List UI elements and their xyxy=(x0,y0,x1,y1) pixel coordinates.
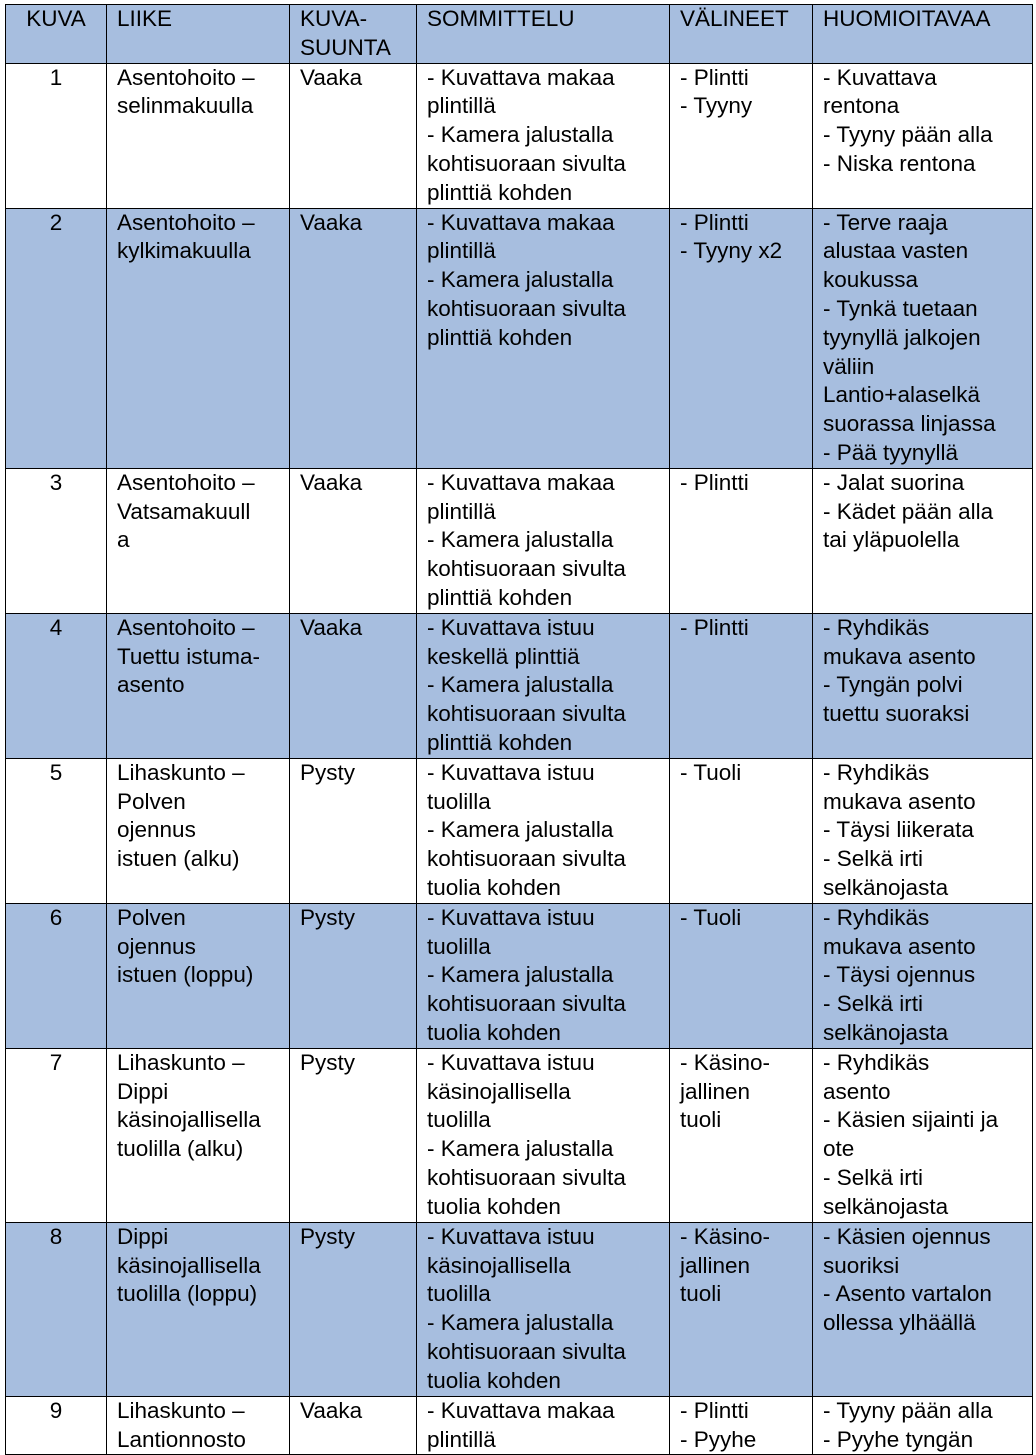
cell-line: - Kamera jalustalla xyxy=(427,1310,614,1336)
cell-line: tuolilla (alku) xyxy=(117,1136,244,1162)
cell-line: Lihaskunto – xyxy=(117,759,245,785)
cell-line: - Plintti xyxy=(680,1397,749,1423)
cell-line: tuolia kohden xyxy=(427,1367,561,1393)
cell-suunta xyxy=(290,613,417,758)
cell-line: - Kuvattava istuu xyxy=(427,1049,595,1075)
cell-line: kohtisuoraan sivulta xyxy=(427,846,626,872)
cell-line: tuolia kohden xyxy=(427,874,561,900)
cell-text: 6 xyxy=(49,904,63,930)
cell-valineet xyxy=(670,903,813,1048)
cell-line: - Kamera jalustalla xyxy=(427,672,614,698)
cell-liike xyxy=(107,1222,290,1396)
cell-line: tuoli xyxy=(680,1281,722,1307)
cell-line: - Kuvattava makaa xyxy=(427,64,615,90)
cell-text: Pysty xyxy=(300,904,356,930)
cell-line: tuolilla xyxy=(427,1107,491,1133)
cell-liike xyxy=(107,1048,290,1222)
cell-suunta xyxy=(290,208,417,468)
cell-line: Tuettu istuma- xyxy=(117,643,260,669)
cell-line: tuolilla xyxy=(427,788,491,814)
cell-line: kohtisuoraan sivulta xyxy=(427,701,626,727)
cell-line: selkänojasta xyxy=(823,874,949,900)
cell-line: - Ryhdikäs xyxy=(823,759,930,785)
cell-line: plinttiä kohden xyxy=(427,179,573,205)
cell-line: kohtisuoraan sivulta xyxy=(427,295,626,321)
cell-line: ollessa ylhäällä xyxy=(823,1310,976,1336)
cell-line: käsinojallisella xyxy=(117,1252,261,1278)
cell-huomioitavaa xyxy=(813,1396,1033,1455)
cell-sommittelu xyxy=(417,63,670,208)
cell-line: plintillä xyxy=(427,498,496,524)
cell-suunta xyxy=(290,758,417,903)
cell-line: - Tyngän polvi xyxy=(823,672,963,698)
cell-huomioitavaa xyxy=(813,1222,1033,1396)
cell-kuva xyxy=(6,1396,107,1455)
cell-line: käsinojallisella xyxy=(427,1252,571,1278)
cell-line: - Kuvattava istuu xyxy=(427,614,595,640)
cell-text: Vaaka xyxy=(300,614,363,640)
cell-line: - Tynkä tuetaan xyxy=(823,295,978,321)
cell-line: asento xyxy=(117,672,185,698)
cell-sommittelu xyxy=(417,758,670,903)
table-row xyxy=(6,1222,1033,1396)
header-valineet xyxy=(670,5,813,64)
cell-line: plintillä xyxy=(427,1426,496,1452)
cell-line: Dippi xyxy=(117,1223,169,1249)
table-row xyxy=(6,468,1033,613)
cell-line: plinttiä kohden xyxy=(427,729,573,755)
cell-kuva xyxy=(6,903,107,1048)
cell-sommittelu xyxy=(417,1222,670,1396)
cell-line: - Kamera jalustalla xyxy=(427,1136,614,1162)
cell-text: Vaaka xyxy=(300,469,363,495)
cell-line: - Niska rentona xyxy=(823,150,976,176)
cell-line: - Tyyny pään alla xyxy=(823,1397,993,1423)
cell-sommittelu xyxy=(417,468,670,613)
cell-liike xyxy=(107,63,290,208)
cell-sommittelu xyxy=(417,1048,670,1222)
cell-line: Lihaskunto – xyxy=(117,1397,245,1423)
cell-huomioitavaa xyxy=(813,903,1033,1048)
cell-kuva xyxy=(6,63,107,208)
cell-line: - Ryhdikäs xyxy=(823,904,930,930)
cell-line: tuoli xyxy=(680,1107,722,1133)
cell-liike xyxy=(107,903,290,1048)
cell-text: Vaaka xyxy=(300,209,363,235)
cell-line: plintillä xyxy=(427,93,496,119)
cell-line: plinttiä kohden xyxy=(427,584,573,610)
cell-line: - Jalat suorina xyxy=(823,469,965,495)
cell-line: suoriksi xyxy=(823,1252,900,1278)
cell-line: kohtisuoraan sivulta xyxy=(427,556,626,582)
cell-line: - Kamera jalustalla xyxy=(427,527,614,553)
cell-kuva xyxy=(6,1048,107,1222)
cell-line: - Plintti xyxy=(680,64,749,90)
header-kuva xyxy=(6,5,107,64)
cell-text: Vaaka xyxy=(300,1397,363,1423)
cell-line: Asentohoito – xyxy=(117,209,255,235)
cell-line: - Plintti xyxy=(680,614,749,640)
cell-huomioitavaa xyxy=(813,613,1033,758)
cell-line: - Ryhdikäs xyxy=(823,614,930,640)
cell-line: Lantionnosto xyxy=(117,1426,246,1452)
cell-line: plinttiä kohden xyxy=(427,324,573,350)
cell-line: suorassa linjassa xyxy=(823,411,996,437)
cell-line: koukussa xyxy=(823,267,919,293)
cell-sommittelu xyxy=(417,903,670,1048)
cell-line: Lihaskunto – xyxy=(117,1049,245,1075)
cell-line: Polven xyxy=(117,788,186,814)
cell-line: - Tyyny xyxy=(680,93,753,119)
cell-valineet xyxy=(670,1048,813,1222)
cell-line: tyynyllä jalkojen xyxy=(823,324,981,350)
cell-line: rentona xyxy=(823,93,900,119)
cell-text: 2 xyxy=(49,209,63,235)
cell-suunta xyxy=(290,1222,417,1396)
cell-line: tuolilla (loppu) xyxy=(117,1281,258,1307)
cell-kuva xyxy=(6,758,107,903)
header-liike xyxy=(107,5,290,64)
cell-line: tuolilla xyxy=(427,933,491,959)
cell-suunta xyxy=(290,1048,417,1222)
cell-line: - Plintti xyxy=(680,469,749,495)
cell-line: - Käsien ojennus xyxy=(823,1223,991,1249)
cell-line: - Kamera jalustalla xyxy=(427,267,614,293)
cell-line: ojennus xyxy=(117,817,196,843)
cell-valineet xyxy=(670,468,813,613)
cell-liike xyxy=(107,758,290,903)
cell-suunta xyxy=(290,903,417,1048)
table-row xyxy=(6,1048,1033,1222)
cell-huomioitavaa xyxy=(813,758,1033,903)
cell-line: jallinen xyxy=(680,1078,751,1104)
header-text: SUUNTA xyxy=(300,34,391,60)
header-row xyxy=(6,5,1033,64)
cell-text: Pysty xyxy=(300,759,356,785)
cell-kuva xyxy=(6,1222,107,1396)
cell-line: - Tuoli xyxy=(680,904,742,930)
cell-text: 1 xyxy=(49,64,63,90)
header-huomioitavaa xyxy=(813,5,1033,64)
cell-line: väliin xyxy=(823,353,875,379)
cell-line: tuolia kohden xyxy=(427,1193,561,1219)
cell-line: keskellä plinttiä xyxy=(427,643,580,669)
cell-line: - Plintti xyxy=(680,209,749,235)
cell-line: käsinojallisella xyxy=(117,1107,261,1133)
cell-line: - Täysi liikerata xyxy=(823,817,974,843)
cell-line: istuen (alku) xyxy=(117,846,240,872)
table-row xyxy=(6,903,1033,1048)
cell-line: mukava asento xyxy=(823,788,976,814)
table-body xyxy=(6,63,1033,1455)
cell-line: - Asento vartalon xyxy=(823,1281,992,1307)
cell-line: a xyxy=(117,527,130,553)
cell-line: - Kuvattava istuu xyxy=(427,759,595,785)
cell-valineet xyxy=(670,208,813,468)
cell-line: Asentohoito – xyxy=(117,469,255,495)
cell-line: - Tyyny x2 xyxy=(680,238,783,264)
header-kuvasuunta xyxy=(290,5,417,64)
cell-line: jallinen xyxy=(680,1252,751,1278)
cell-line: - Pyyhe tyngän xyxy=(823,1426,974,1452)
header-text: KUVA- xyxy=(300,6,368,31)
cell-valineet xyxy=(670,1396,813,1455)
cell-line: - Selkä irti xyxy=(823,991,924,1017)
cell-valineet xyxy=(670,613,813,758)
cell-line: selkänojasta xyxy=(823,1193,949,1219)
cell-sommittelu xyxy=(417,1396,670,1455)
cell-line: - Kuvattava makaa xyxy=(427,209,615,235)
cell-text: 9 xyxy=(49,1397,63,1423)
cell-liike xyxy=(107,208,290,468)
cell-line: - Käsino- xyxy=(680,1049,771,1075)
cell-sommittelu xyxy=(417,208,670,468)
cell-text: 7 xyxy=(49,1049,63,1075)
cell-line: selinmakuulla xyxy=(117,93,254,119)
cell-valineet xyxy=(670,758,813,903)
cell-sommittelu xyxy=(417,613,670,758)
cell-text: 4 xyxy=(49,614,63,640)
cell-line: mukava asento xyxy=(823,933,976,959)
cell-line: asento xyxy=(823,1078,891,1104)
cell-line: Lantio+alaselkä xyxy=(823,382,980,408)
cell-huomioitavaa xyxy=(813,468,1033,613)
cell-line: kohtisuoraan sivulta xyxy=(427,150,626,176)
cell-line: - Kuvattava xyxy=(823,64,937,90)
cell-line: tai yläpuolella xyxy=(823,527,960,553)
cell-text: Pysty xyxy=(300,1049,356,1075)
exercise-table xyxy=(5,4,1033,1455)
cell-line: ojennus xyxy=(117,933,196,959)
cell-suunta xyxy=(290,468,417,613)
cell-line: kylkimakuulla xyxy=(117,238,251,264)
cell-valineet xyxy=(670,63,813,208)
cell-line: Asentohoito – xyxy=(117,614,255,640)
cell-liike xyxy=(107,1396,290,1455)
cell-text: 3 xyxy=(49,469,63,495)
cell-line: - Kuvattava istuu xyxy=(427,904,595,930)
cell-line: tuolilla xyxy=(427,1281,491,1307)
cell-liike xyxy=(107,468,290,613)
table-row xyxy=(6,208,1033,468)
cell-line: tuettu suoraksi xyxy=(823,701,970,727)
cell-suunta xyxy=(290,1396,417,1455)
header-text: KUVA xyxy=(26,6,86,31)
table-row xyxy=(6,613,1033,758)
cell-text: 8 xyxy=(49,1223,63,1249)
cell-line: Dippi xyxy=(117,1078,169,1104)
cell-text: 5 xyxy=(49,759,63,785)
cell-line: - Täysi ojennus xyxy=(823,962,976,988)
cell-line: plintillä xyxy=(427,238,496,264)
cell-line: Vatsamakuull xyxy=(117,498,251,524)
header-text: HUOMIOITAVAA xyxy=(823,6,991,31)
cell-text: Pysty xyxy=(300,1223,356,1249)
cell-kuva xyxy=(6,613,107,758)
cell-line: - Pää tyynyllä xyxy=(823,439,959,465)
table-row xyxy=(6,1396,1033,1455)
cell-huomioitavaa xyxy=(813,1048,1033,1222)
cell-line: - Kuvattava makaa xyxy=(427,469,615,495)
cell-line: tuolia kohden xyxy=(427,1019,561,1045)
cell-huomioitavaa xyxy=(813,208,1033,468)
cell-line: - Pyyhe xyxy=(680,1426,757,1452)
cell-line: - Selkä irti xyxy=(823,846,924,872)
cell-line: kohtisuoraan sivulta xyxy=(427,1338,626,1364)
cell-line: - Tyyny pään alla xyxy=(823,122,993,148)
cell-line: ote xyxy=(823,1136,855,1162)
cell-line: - Kamera jalustalla xyxy=(427,962,614,988)
cell-valineet xyxy=(670,1222,813,1396)
cell-liike xyxy=(107,613,290,758)
cell-line: mukava asento xyxy=(823,643,976,669)
table-row xyxy=(6,63,1033,208)
header-sommittelu xyxy=(417,5,670,64)
header-text: LIIKE xyxy=(117,6,173,31)
cell-line: käsinojallisella xyxy=(427,1078,571,1104)
cell-line: selkänojasta xyxy=(823,1019,949,1045)
cell-kuva xyxy=(6,468,107,613)
header-text: VÄLINEET xyxy=(680,6,789,31)
cell-line: kohtisuoraan sivulta xyxy=(427,1164,626,1190)
cell-line: kohtisuoraan sivulta xyxy=(427,991,626,1017)
cell-line: - Kuvattava istuu xyxy=(427,1223,595,1249)
cell-line: alustaa vasten xyxy=(823,238,969,264)
cell-line: - Kuvattava makaa xyxy=(427,1397,615,1423)
header-text: SOMMITTELU xyxy=(427,6,575,31)
cell-suunta xyxy=(290,63,417,208)
cell-kuva xyxy=(6,208,107,468)
table-row xyxy=(6,758,1033,903)
cell-huomioitavaa xyxy=(813,63,1033,208)
cell-line: - Kädet pään alla xyxy=(823,498,994,524)
cell-text: Vaaka xyxy=(300,64,363,90)
cell-line: - Tuoli xyxy=(680,759,742,785)
cell-line: - Käsino- xyxy=(680,1223,771,1249)
cell-line: - Selkä irti xyxy=(823,1164,924,1190)
cell-line: - Terve raaja xyxy=(823,209,948,235)
cell-line: - Käsien sijainti ja xyxy=(823,1107,999,1133)
cell-line: - Ryhdikäs xyxy=(823,1049,930,1075)
cell-line: istuen (loppu) xyxy=(117,962,254,988)
cell-line: Polven xyxy=(117,904,186,930)
cell-line: - Kamera jalustalla xyxy=(427,817,614,843)
cell-line: Asentohoito – xyxy=(117,64,255,90)
cell-line: - Kamera jalustalla xyxy=(427,122,614,148)
